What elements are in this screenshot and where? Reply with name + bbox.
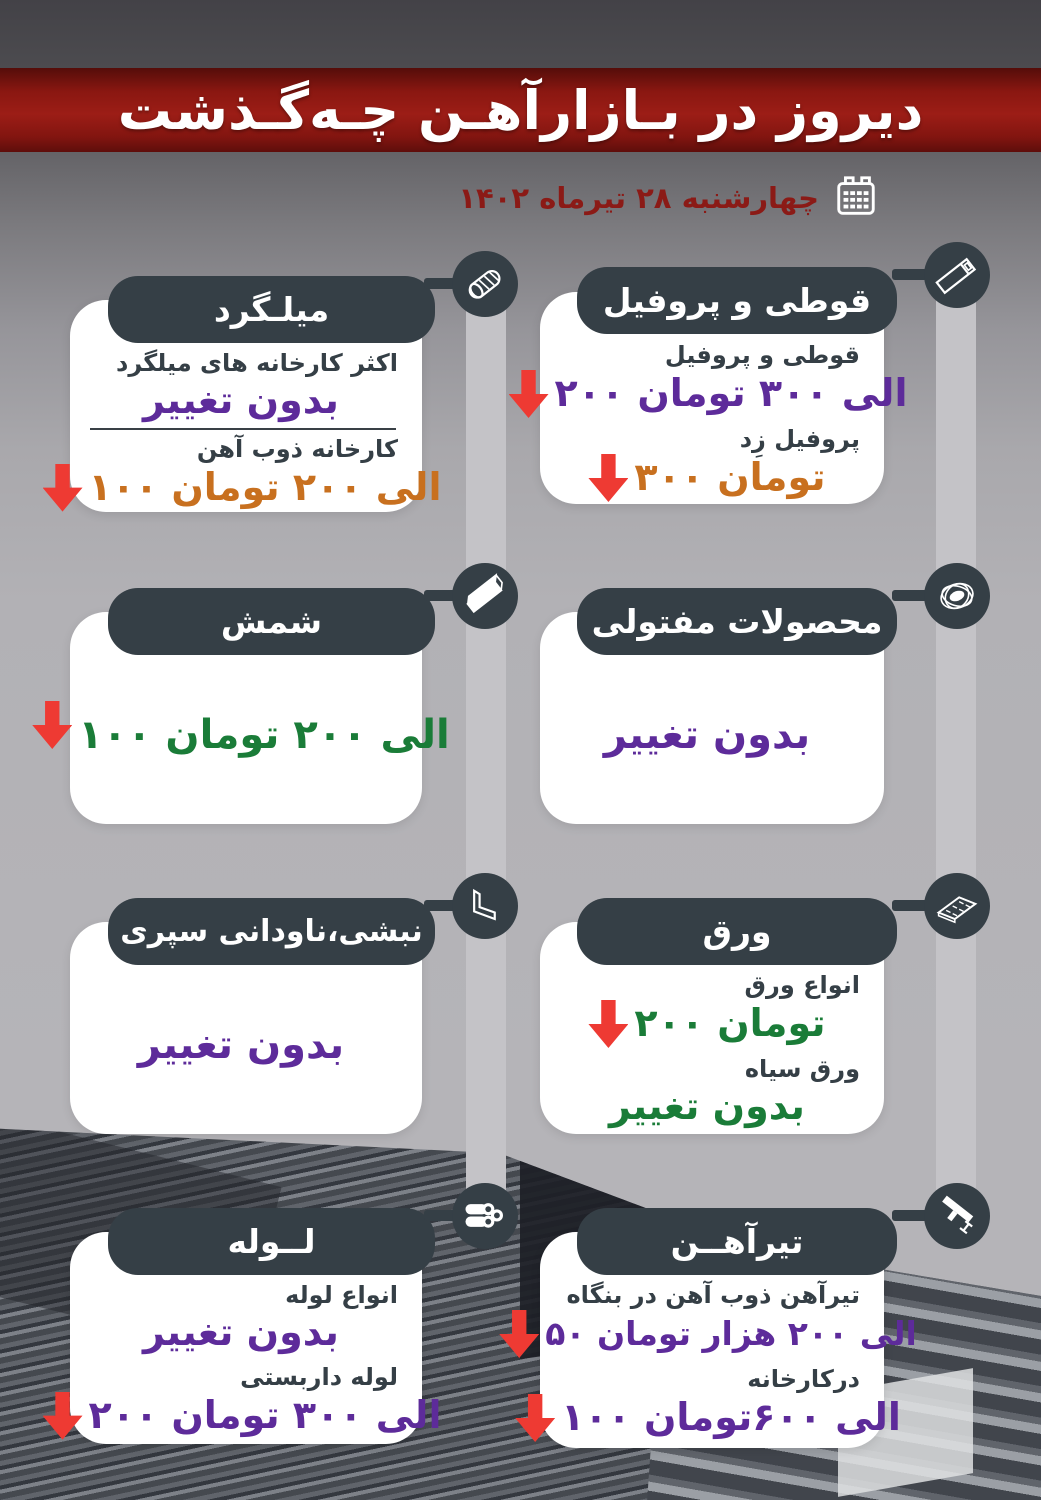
date-text: چهارشنبه ۲۸ تیرماه ۱۴۰۲ xyxy=(458,181,819,215)
card-title: تیرآهــن xyxy=(670,1222,804,1261)
card-label: پروفیل زِد xyxy=(739,425,860,453)
angle-bar-icon xyxy=(452,873,518,939)
i-beam-icon xyxy=(924,1183,990,1249)
timeline-stripe-left xyxy=(466,284,506,1228)
price-row xyxy=(554,1000,860,1048)
card-angle-channel-header xyxy=(108,898,435,965)
price-change-value: ۵۰ الی ۲۰۰ هزار تومان xyxy=(545,1314,917,1354)
price-row xyxy=(554,370,908,418)
price-change-value: بدون تغییر xyxy=(603,712,811,758)
price-change-value: بدون تغییر xyxy=(143,1310,339,1354)
price-row xyxy=(78,711,450,759)
price-change-value: ۲۰۰ الی ۳۰۰ تومان xyxy=(554,371,908,416)
price-row xyxy=(554,454,860,502)
price-change-value: ۳۰۰ تومان xyxy=(634,455,826,500)
card-label: لوله داربستی xyxy=(240,1362,398,1391)
price-row xyxy=(84,464,442,512)
card-label: اکثر کارخانه های میلگرد xyxy=(116,349,398,377)
pipes-icon xyxy=(452,1183,518,1249)
card-title: قوطی و پروفیل xyxy=(602,281,872,320)
title-band xyxy=(0,68,1041,152)
card-label: انواع لوله xyxy=(285,1281,398,1309)
card-title: میلـگرد xyxy=(213,290,330,329)
card-label: کارخانه ذوب آهن xyxy=(196,434,398,463)
price-down-arrow-icon xyxy=(32,701,72,749)
calendar-icon xyxy=(833,173,879,223)
timeline-stripe-right xyxy=(936,276,976,1228)
price-change-value: ۲۰۰ تومان xyxy=(634,1001,826,1046)
price-row xyxy=(84,1392,442,1440)
card-title: محصولات مفتولی xyxy=(591,602,883,641)
page-title: دیروز در بـازارآهـن چـه‌گـذشت xyxy=(117,78,924,142)
date-line xyxy=(458,170,879,226)
card-title: لــوله xyxy=(227,1222,316,1261)
wire-coil-icon xyxy=(924,563,990,629)
card-label: انواع ورق xyxy=(744,971,860,999)
card-title: ورق xyxy=(702,912,772,951)
card-sheet-header xyxy=(577,898,897,965)
card-pipe-header xyxy=(108,1208,435,1275)
card-wire-products-header xyxy=(577,588,897,655)
card-title: نبشی،ناودانی سپری xyxy=(120,914,423,949)
price-down-arrow-icon xyxy=(588,1000,628,1048)
price-row xyxy=(545,1310,917,1358)
price-change-value: بدون تغییر xyxy=(609,1084,805,1128)
sheet-plate-icon xyxy=(924,873,990,939)
card-title: شمش xyxy=(220,602,323,641)
price-change-value: ۱۰۰ الی ۶۰۰تومان xyxy=(561,1395,901,1440)
price-change-value: ۱۰۰ الی ۲۰۰ تومان xyxy=(88,464,442,509)
card-label: تیرآهن ذوب آهن در بنگاه xyxy=(566,1281,860,1309)
price-change-value: ۲۰۰ الی ۳۰۰ تومان xyxy=(88,1392,442,1437)
price-change-value: ۱۰۰ الی ۲۰۰ تومان xyxy=(78,712,450,758)
card-label: ورق سیاه xyxy=(744,1055,860,1083)
price-change-value: بدون تغییر xyxy=(143,378,339,422)
card-label: قوطی و پروفیل xyxy=(664,341,860,369)
ingot-icon xyxy=(452,563,518,629)
price-down-arrow-icon xyxy=(588,454,628,502)
price-down-arrow-icon xyxy=(509,370,549,418)
card-ibeam-header xyxy=(577,1208,897,1275)
card-label: درکارخانه xyxy=(747,1365,860,1393)
price-row xyxy=(554,1394,901,1442)
card-ingot-header xyxy=(108,588,435,655)
price-down-arrow-icon xyxy=(43,464,83,512)
card-tube-profile-header xyxy=(577,267,897,334)
price-change-value: بدون تغییر xyxy=(137,1022,345,1068)
card-rebar-header xyxy=(108,276,435,343)
square-tube-icon xyxy=(924,242,990,308)
rebar-icon xyxy=(452,251,518,317)
divider-line xyxy=(90,428,396,430)
